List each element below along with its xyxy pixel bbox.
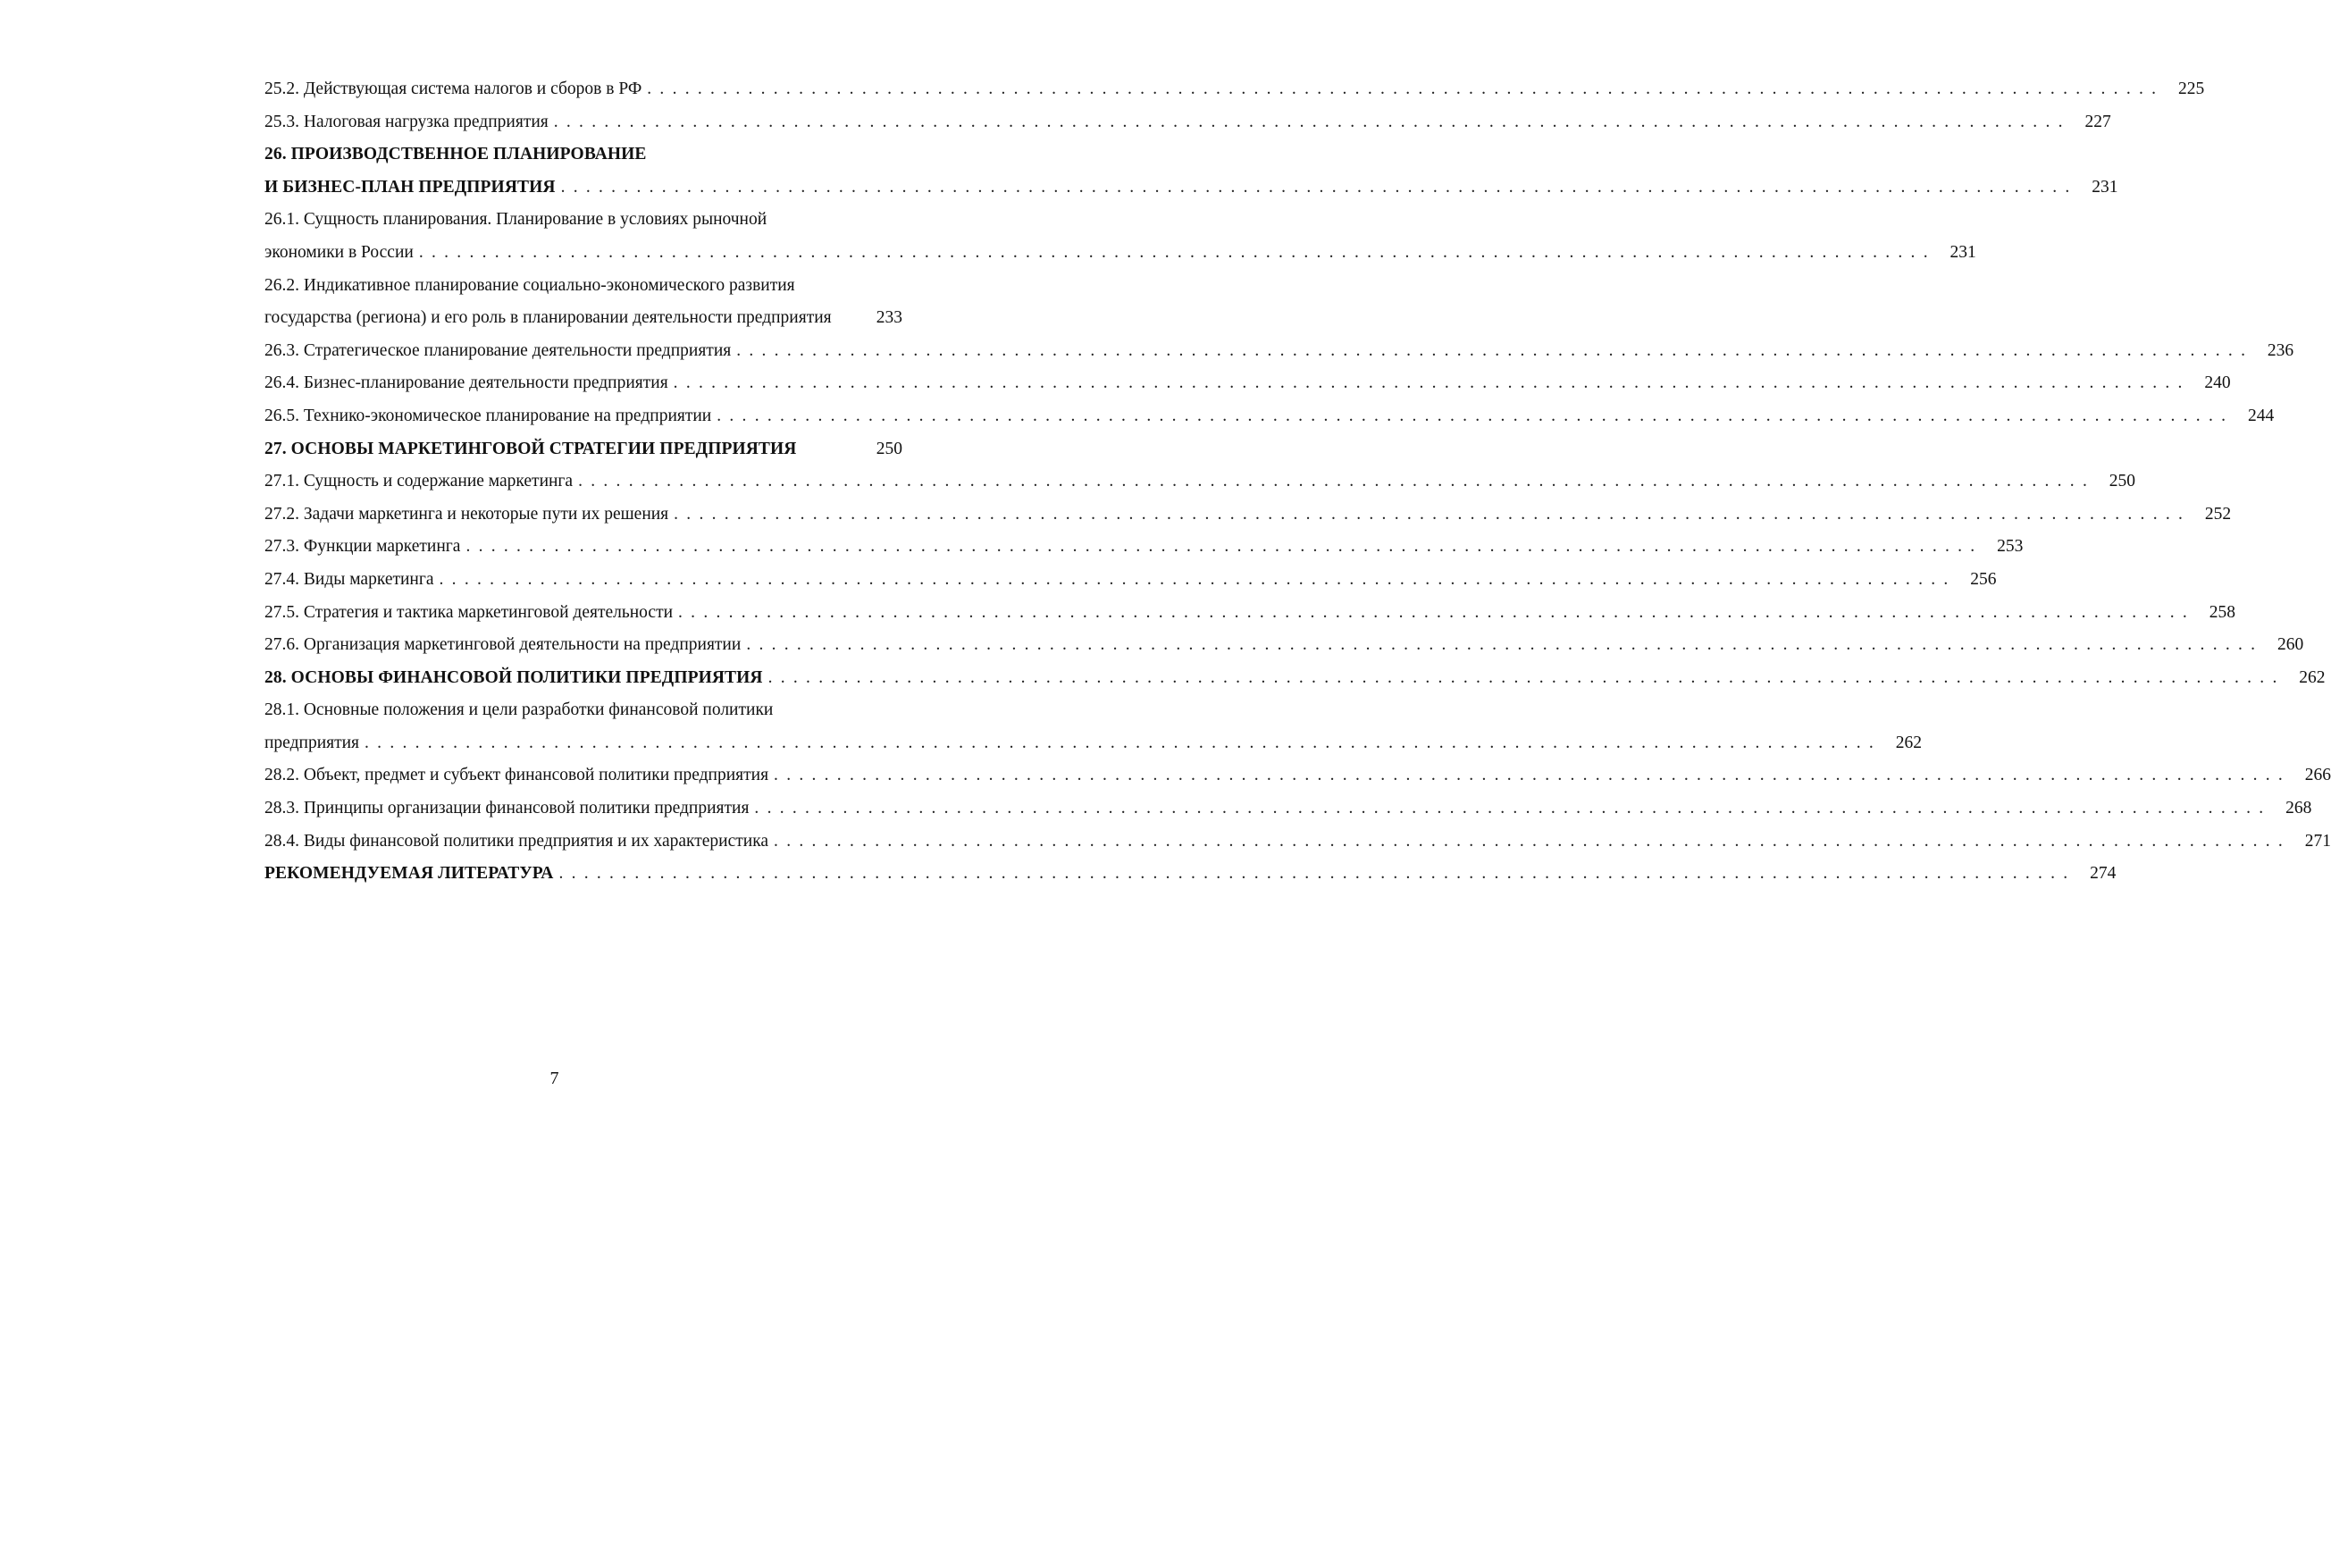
toc-entry-page: 262 <box>2299 667 2326 687</box>
toc-entry-page: 231 <box>2092 177 2118 197</box>
toc-entry-title: 28.3. Принципы организации финансовой политики предприятия <box>264 799 750 818</box>
toc-entry-title: 27.1. Сущность и содержание маркетинга <box>264 472 574 491</box>
toc-entry-title: предприятия <box>264 733 360 752</box>
toc-entry-page: 227 <box>2084 112 2111 131</box>
toc-entry[interactable] <box>264 237 1976 270</box>
toc-entry[interactable] <box>264 629 2304 662</box>
toc-entry-page: 260 <box>2277 635 2304 655</box>
toc-entry-page: 250 <box>876 439 902 458</box>
toc-chapter-heading[interactable] <box>264 858 2117 891</box>
toc-entry-title: 26.2. Индикативное планирование социально-экономического развития <box>264 275 795 295</box>
toc-entry-title: 27.6. Организация маркетинговой деятельности на предприятии <box>264 635 742 655</box>
toc-leader-dots: . . . . . . . . . . . . . . . . . . . . . . . . . . . . . . . . . . . . . . . . . . . . . . . . . . . . . . . . . . . . . . . . . . . . . . . . . . . . . . . . . . . . . . . . . . . . . . . . . . . . . . . . . . . . . . . . . . . . . . . . <box>560 177 2072 197</box>
toc-entry[interactable] <box>264 204 902 237</box>
toc-entry-title: 26.5. Технико-экономическое планирование на предприятии <box>264 406 712 425</box>
toc-entry[interactable] <box>264 792 2312 826</box>
toc-entry-title: 27.4. Виды маркетинга <box>264 569 434 589</box>
toc-leader-dots: . . . . . . . . . . . . . . . . . . . . . . . . . . . . . . . . . . . . . . . . . . . . . . . . . . . . . . . . . . . . . . . . . . . . . . . . . . . . . . . . . . . . . . . . . . . . . . . . . . . . . . . . . . . . . . . . . . . . . . . . <box>767 667 2279 687</box>
toc-entry-title: И БИЗНЕС-ПЛАН ПРЕДПРИЯТИЯ <box>264 177 556 197</box>
toc-entry[interactable] <box>264 727 1922 760</box>
toc-leader-dots: . . . . . . . . . . . . . . . . . . . . . . . . . . . . . . . . . . . . . . . . . . . . . . . . . . . . . . . . . . . . . . . . . . . . . . . . . . . . . . . . . . . . . . . . . . . . . . . . . . . . . . . . . . . . . . . . . . . . . . . . <box>774 766 2285 785</box>
toc-leader-dots: . . . . . . . . . . . . . . . . . . . . . . . . . . . . . . . . . . . . . . . . . . . . . . . . . . . . . . . . . . . . . . . . . . . . . . . . . . . . . . . . . . . . . . . . . . . . . . . . . . . . . . . . . . . . . . . . . . . . . . . . <box>418 242 1930 262</box>
toc-chapter-heading[interactable] <box>264 662 2326 695</box>
table-of-contents <box>264 73 2331 891</box>
toc-entry-title: 28.1. Основные положения и цели разработки финансовой политики <box>264 700 774 720</box>
toc-entry-title: 25.2. Действующая система налогов и сборов в РФ <box>264 80 642 98</box>
toc-entry[interactable] <box>264 106 2111 139</box>
toc-entry-title: 26.3. Стратегическое планирование деятельности предприятия <box>264 340 732 360</box>
toc-entry-title: 27.2. Задачи маркетинга и некоторые пути их решения <box>264 504 669 524</box>
toc-entry[interactable] <box>264 270 902 303</box>
toc-entry-title: экономики в России <box>264 242 414 262</box>
toc-entry[interactable] <box>264 302 902 335</box>
toc-entry-page: 262 <box>1895 733 1922 752</box>
toc-chapter-heading[interactable] <box>264 172 2118 205</box>
toc-entry[interactable] <box>264 465 2136 499</box>
toc-entry-title: 26.4. Бизнес-планирование деятельности предприятия <box>264 373 668 393</box>
toc-entry[interactable] <box>264 826 2331 859</box>
toc-entry[interactable] <box>264 694 902 727</box>
toc-entry-page: 274 <box>2090 864 2117 884</box>
toc-entry-title: 25.3. Налоговая нагрузка предприятия <box>264 112 549 131</box>
toc-entry[interactable] <box>264 759 2331 792</box>
toc-entry-page: 256 <box>1970 569 1997 589</box>
toc-leader-dots: . . . . . . . . . . . . . . . . . . . . . . . . . . . . . . . . . . . . . . . . . . . . . . . . . . . . . . . . . . . . . . . . . . . . . . . . . . . . . . . . . . . . . . . . . . . . . . . . . . . . . . . . . . . . . . . . . . . . . . . . <box>578 472 2090 491</box>
toc-entry-title: 28.4. Виды финансовой политики предприятия и их характеристика <box>264 831 769 851</box>
toc-entry-page: 225 <box>2177 80 2205 98</box>
toc-entry[interactable] <box>264 335 2294 368</box>
toc-leader-dots: . . . . . . . . . . . . . . . . . . . . . . . . . . . . . . . . . . . . . . . . . . . . . . . . . . . . . . . . . . . . . . . . . . . . . . . . . . . . . . . . . . . . . . . . . . . . . . . . . . . . . . . . . . . . . . . . . . . . . . . . <box>365 733 1875 752</box>
toc-entry-page: 233 <box>876 308 902 328</box>
toc-entry[interactable] <box>264 73 2205 106</box>
toc-entry-title: 26. ПРОИЗВОДСТВЕННОЕ ПЛАНИРОВАНИЕ <box>264 145 647 164</box>
toc-leader-dots: . . . . . . . . . . . . . . . . . . . . . . . . . . . . . . . . . . . . . . . . . . . . . . . . . . . . . . . . . . . . . . . . . . . . . . . . . . . . . . . . . . . . . . . . . . . . . . . . . . . . . . . . . . . . . . . . . . . . . . . . <box>746 635 2258 655</box>
toc-entry[interactable] <box>264 400 2275 433</box>
toc-entry-title: 26.1. Сущность планирования. Планирование в условиях рыночной <box>264 210 767 230</box>
toc-entry[interactable] <box>264 499 2232 532</box>
toc-entry-page: 250 <box>2109 472 2136 491</box>
toc-entry[interactable] <box>264 531 2024 564</box>
toc-entry-page: 271 <box>2304 831 2331 851</box>
toc-entry-page: 258 <box>2209 602 2235 622</box>
toc-leader-dots: . . . . . . . . . . . . . . . . . . . . . . . . . . . . . . . . . . . . . . . . . . . . . . . . . . . . . . . . . . . . . . . . . . . . . . . . . . . . . . . . . . . . . . . . . . . . . . . . . . . . . . . . . . . . . . . . . . . . . . . . <box>754 799 2266 818</box>
toc-entry-page: 240 <box>2204 373 2231 393</box>
toc-leader-dots: . . . . . . . . . . . . . . . . . . . . . . . . . . . . . . . . . . . . . . . . . . . . . . . . . . . . . . . . . . . . . . . . . . . . . . . . . . . . . . . . . . . . . . . . . . . . . . . . . . . . . . . . . . . . . . . . . . . . . . . . <box>678 602 2189 622</box>
toc-entry-page: 244 <box>2247 406 2275 425</box>
toc-chapter-heading[interactable] <box>264 433 902 466</box>
toc-leader-dots: . . . . . . . . . . . . . . . . . . . . . . . . . . . . . . . . . . . . . . . . . . . . . . . . . . . . . . . . . . . . . . . . . . . . . . . . . . . . . . . . . . . . . . . . . . . . . . . . . . . . . . . . . . . . . . . . . . . . . . . . <box>774 831 2285 851</box>
toc-leader-dots: . . . . . . . . . . . . . . . . . . . . . . . . . . . . . . . . . . . . . . . . . . . . . . . . . . . . . . . . . . . . . . . . . . . . . . . . . . . . . . . . . . . . . . . . . . . . . . . . . . . . . . . . . . . . . . . . . . . . . . . . <box>647 80 2159 98</box>
toc-leader-dots: . . . . . . . . . . . . . . . . . . . . . . . . . . . . . . . . . . . . . . . . . . . . . . . . . . . . . . . . . . . . . . . . . . . . . . . . . . . . . . . . . . . . . . . . . . . . . . . . . . . . . . . . . . . . . . . . . . . . . . . . <box>736 340 2248 360</box>
toc-entry-page: 252 <box>2204 504 2232 524</box>
toc-leader-dots: . . . . . . . . . . . . . . . . . . . . . . . . . . . . . . . . . . . . . . . . . . . . . . . . . . . . . . . . . . . . . . . . . . . . . . . . . . . . . . . . . . . . . . . . . . . . . . . . . . . . . . . . . . . . . . . . . . . . . . . . <box>465 537 1977 557</box>
toc-entry[interactable] <box>264 597 2235 630</box>
toc-entry[interactable] <box>264 564 1997 597</box>
toc-entry-title: 27.3. Функции маркетинга <box>264 537 461 557</box>
toc-leader-dots: . . . . . . . . . . . . . . . . . . . . . . . . . . . . . . . . . . . . . . . . . . . . . . . . . . . . . . . . . . . . . . . . . . . . . . . . . . . . . . . . . . . . . . . . . . . . . . . . . . . . . . . . . . . . . . . . . . . . . . . . <box>674 504 2185 524</box>
toc-entry-title: РЕКОМЕНДУЕМАЯ ЛИТЕРАТУРА <box>264 864 554 884</box>
toc-entry-page: 266 <box>2304 766 2331 785</box>
toc-entry-title: 28. ОСНОВЫ ФИНАНСОВОЙ ПОЛИТИКИ ПРЕДПРИЯТИЯ <box>264 667 763 687</box>
toc-leader-dots: . . . . . . . . . . . . . . . . . . . . . . . . . . . . . . . . . . . . . . . . . . . . . . . . . . . . . . . . . . . . . . . . . . . . . . . . . . . . . . . . . . . . . . . . . . . . . . . . . . . . . . . . . . . . . . . . . . . . . . . . <box>673 373 2184 393</box>
toc-leader-dots: . . . . . . . . . . . . . . . . . . . . . . . . . . . . . . . . . . . . . . . . . . . . . . . . . . . . . . . . . . . . . . . . . . . . . . . . . . . . . . . . . . . . . . . . . . . . . . . . . . . . . . . . . . . . . . . . . . . . . . . . <box>717 406 2228 425</box>
toc-entry-title: 27. ОСНОВЫ МАРКЕТИНГОВОЙ СТРАТЕГИИ ПРЕДПРИЯТИЯ <box>264 439 797 458</box>
toc-chapter-heading[interactable] <box>264 138 902 172</box>
toc-leader-dots: . . . . . . . . . . . . . . . . . . . . . . . . . . . . . . . . . . . . . . . . . . . . . . . . . . . . . . . . . . . . . . . . . . . . . . . . . . . . . . . . . . . . . . . . . . . . . . . . . . . . . . . . . . . . . . . . . . . . . . . . <box>558 864 2070 884</box>
toc-entry-page: 231 <box>1949 242 1976 262</box>
toc-entry-title: 28.2. Объект, предмет и субъект финансовой политики предприятия <box>264 766 769 785</box>
toc-entry-title: государства (региона) и его роль в планировании деятельности предприятия <box>264 308 832 328</box>
toc-leader-dots: . . . . . . . . . . . . . . . . . . . . . . . . . . . . . . . . . . . . . . . . . . . . . . . . . . . . . . . . . . . . . . . . . . . . . . . . . . . . . . . . . . . . . . . . . . . . . . . . . . . . . . . . . . . . . . . . . . . . . . . . <box>553 112 2065 131</box>
toc-entry-page: 253 <box>1997 537 2024 557</box>
toc-entry-page: 236 <box>2267 340 2294 360</box>
page-number: 7 <box>549 1069 559 1088</box>
toc-entry-title: 27.5. Стратегия и тактика маркетинговой деятельности <box>264 602 674 622</box>
toc-entry-page: 268 <box>2285 799 2312 818</box>
toc-entry[interactable] <box>264 367 2231 400</box>
toc-leader-dots: . . . . . . . . . . . . . . . . . . . . . . . . . . . . . . . . . . . . . . . . . . . . . . . . . . . . . . . . . . . . . . . . . . . . . . . . . . . . . . . . . . . . . . . . . . . . . . . . . . . . . . . . . . . . . . . . . . . . . . . . <box>439 569 1950 589</box>
